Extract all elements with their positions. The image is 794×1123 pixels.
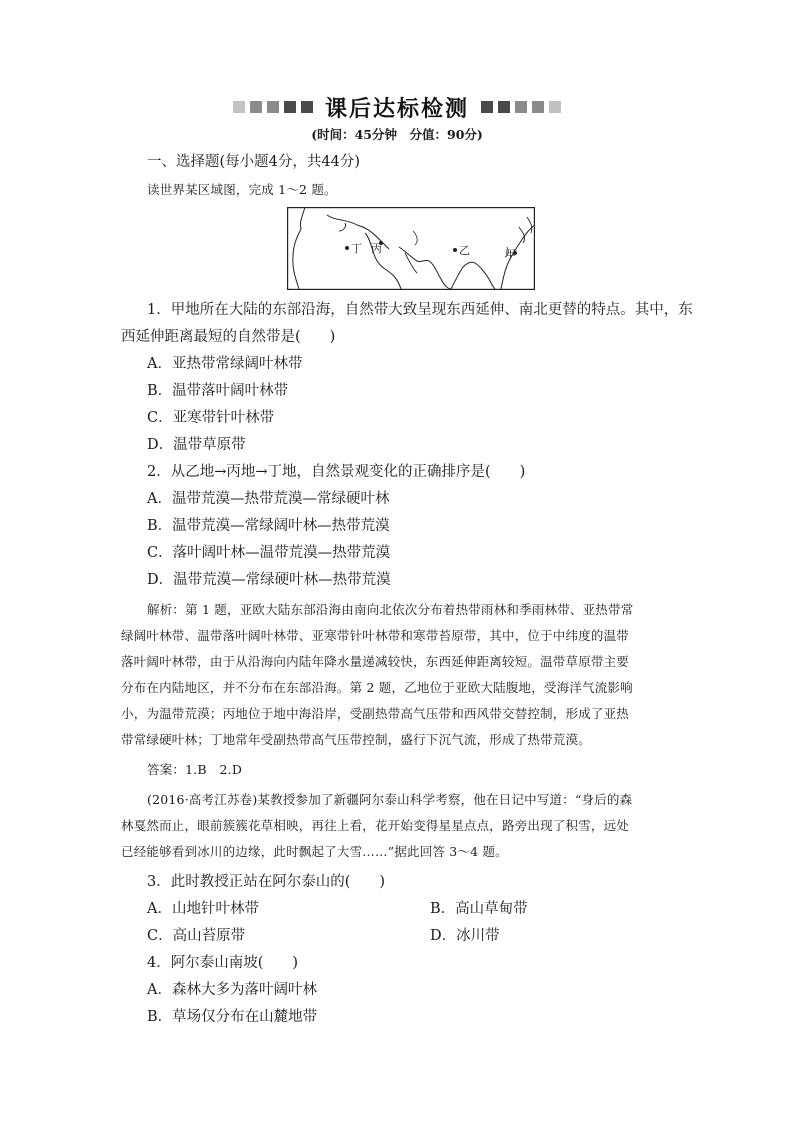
square-icon <box>481 101 493 113</box>
square-icon <box>498 101 510 113</box>
square-icon <box>549 101 561 113</box>
question-4-option-b: B．草场仅分布在山麓地带 <box>147 1009 318 1025</box>
square-icon <box>284 101 296 113</box>
map-frame <box>288 208 535 290</box>
square-icon <box>250 101 262 113</box>
title-decoration-right <box>481 101 561 113</box>
square-icon <box>532 101 544 113</box>
question-2-option-c: C．落叶阔叶林—温带荒漠—热带荒漠 <box>147 545 391 561</box>
question-1-option-d: D．温带草原带 <box>147 437 246 453</box>
title-decoration-left <box>233 101 313 113</box>
question-2-option-d: D．温带荒漠—常绿硬叶林—热带荒漠 <box>147 572 391 588</box>
location-ding-marker <box>345 246 349 250</box>
square-icon <box>515 101 527 113</box>
passage-line: 林戛然而止，眼前簇簇花草相映，再往上看，花开始变得星星点点，路旁出现了积雪，远处 <box>121 818 630 833</box>
world-region-map <box>287 207 535 290</box>
analysis-line: 解析：第 1 题，亚欧大陆东部沿海由南向北依次分布着热带雨林和季雨林带、亚热带常 <box>147 602 634 617</box>
location-bing-label: 丙 <box>371 242 382 255</box>
question-2-option-a: A．温带荒漠—热带荒漠—常绿硬叶林 <box>147 491 390 507</box>
question-1-option-c: C．亚寒带针叶林带 <box>147 410 275 426</box>
answer-line: 答案：1.B 2.D <box>147 762 243 777</box>
section-intro: 读世界某区域图，完成 1～2 题。 <box>147 182 337 197</box>
analysis-line: 小，为温带荒漠；丙地位于地中海沿岸，受副热带高气压带和西风带交替控制，形成了亚热 <box>121 706 630 721</box>
analysis-line: 分布在内陆地区，并不分布在东部沿海。第 2 题，乙地位于亚欧大陆腹地，受海洋气流影响 <box>121 680 633 695</box>
question-3-stem: 3．此时教授正站在阿尔泰山的( ) <box>147 874 386 890</box>
question-1-option-b: B．温带落叶阔叶林带 <box>147 383 289 399</box>
section-heading: 一、选择题(每小题4分，共44分) <box>147 154 360 170</box>
square-icon <box>233 101 245 113</box>
question-2-stem: 2．从乙地→丙地→丁地，自然景观变化的正确排序是( ) <box>147 464 526 480</box>
square-icon <box>301 101 313 113</box>
question-4-option-a: A．森林大多为落叶阔叶林 <box>147 982 317 998</box>
analysis-line: 带常绿硬叶林；丁地常年受副热带高气压带控制，盛行下沉气流，形成了热带荒漠。 <box>121 732 591 747</box>
question-3-option-c: C．高山苔原带 <box>147 928 246 944</box>
passage-line: (2016·高考江苏卷)某教授参加了新疆阿尔泰山科学考察，他在日记中写道：“身后的森 <box>147 792 633 807</box>
location-yi-label: 乙 <box>459 244 470 257</box>
question-1-stem-line1: 1．甲地所在大陆的东部沿海，自然带大致呈现东西延伸、南北更替的特点。其中，东 <box>147 302 693 318</box>
page-title: 课后达标检测 <box>324 96 469 122</box>
analysis-line: 落叶阔叶林带，由于从沿海向内陆年降水量递减较快，东西延伸距离较短。温带草原带主要 <box>121 654 630 669</box>
question-3-option-a: A．山地针叶林带 <box>147 901 259 917</box>
title-row <box>0 92 794 122</box>
location-ding-label: 丁 <box>351 242 362 255</box>
question-4-stem: 4．阿尔泰山南坡( ) <box>147 955 299 971</box>
question-1-stem-line2: 西延伸距离最短的自然带是( ) <box>121 329 336 345</box>
location-jia-label: 甲 <box>505 248 516 261</box>
question-1-option-a: A．亚热带常绿阔叶林带 <box>147 356 303 372</box>
page-subtitle: (时间：45分钟 分值：90分) <box>311 127 483 142</box>
question-3-option-d: D．冰川带 <box>430 928 500 944</box>
square-icon <box>267 101 279 113</box>
location-yi-marker <box>453 248 457 252</box>
analysis-line: 绿阔叶林带、温带落叶阔叶林带、亚寒带针叶林带和寒带苔原带，其中，位于中纬度的温带 <box>121 628 630 643</box>
question-2-option-b: B．温带荒漠—常绿阔叶林—热带荒漠 <box>147 518 390 534</box>
question-3-option-b: B．高山草甸带 <box>430 901 528 917</box>
passage-line: 已经能够看到冰川的边缘，此时飘起了大雪……”据此回答 3～4 题。 <box>121 844 508 859</box>
